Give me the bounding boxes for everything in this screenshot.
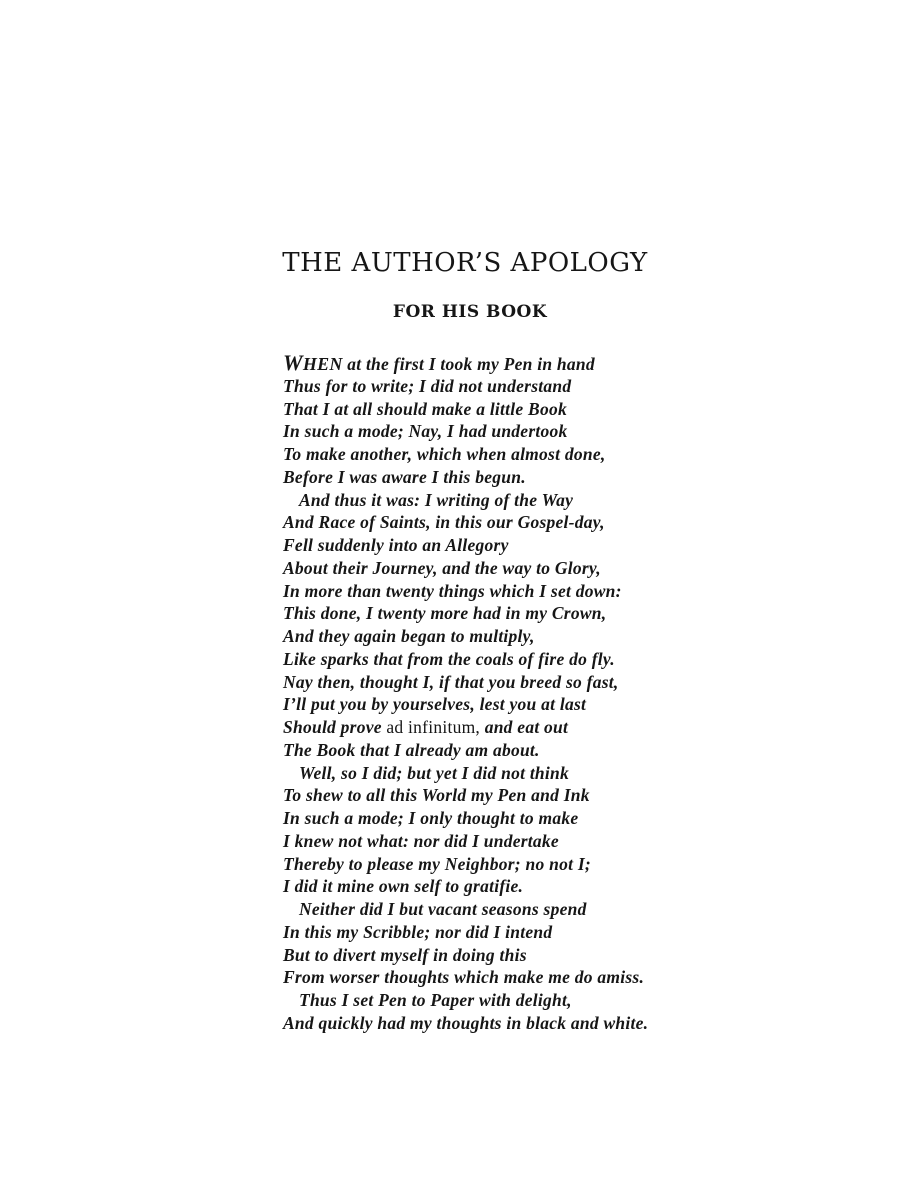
poem-line-stanza-start: And thus it was: I writing of the Way	[299, 489, 574, 510]
poem-line: In such a mode; Nay, I had undertook	[283, 421, 568, 442]
poem-line: That I at all should make a little Book	[283, 398, 567, 419]
latin-phrase: ad infinitum,	[386, 717, 481, 737]
poem-line: And they again began to multiply,	[283, 626, 535, 646]
poem-line: I knew not what: nor did I undertake	[283, 830, 559, 851]
poem-line: I’ll put you by yourselves, lest you at last	[283, 694, 587, 715]
poem-line-latin	[283, 716, 753, 739]
poem-line: In more than twenty things which I set down:	[283, 580, 622, 601]
poem-line-stanza-start: Well, so I did; but yet I did not think	[299, 762, 570, 783]
chapter-subtitle: FOR HIS BOOK	[392, 302, 548, 322]
poem-line-stanza-start: Neither did I but vacant seasons spend	[299, 899, 587, 919]
poem-line: About their Journey, and the way to Glory,	[283, 557, 601, 578]
poem-line: And quickly had my thoughts in black and white.	[283, 1012, 649, 1033]
poem-line: Like sparks that from the coals of fire do fly.	[283, 648, 615, 669]
poem-line: In this my Scribble; nor did I intend	[283, 921, 553, 942]
poem-line: Nay then, thought I, if that you breed so fast,	[283, 671, 619, 692]
poem-line: Fell suddenly into an Allegory	[283, 535, 509, 555]
poem-line: From worser thoughts which make me do amiss.	[283, 967, 645, 988]
poem-line: Before I was aware I this begun.	[283, 466, 526, 487]
poem-line-1	[283, 352, 753, 375]
poem-line: And Race of Saints, in this our Gospel-day,	[283, 512, 605, 533]
poem-line: I did it mine own self to gratifie.	[283, 876, 524, 897]
latin-line-after: and eat out	[480, 717, 569, 737]
poem-line: This done, I twenty more had in my Crown,	[283, 603, 607, 624]
poem-line: The Book that I already am about.	[283, 739, 540, 760]
drop-cap-letter: W	[283, 350, 303, 375]
poem-line: But to divert myself in doing this	[283, 944, 527, 965]
poem-line-stanza-start: Thus I set Pen to Paper with delight,	[299, 990, 572, 1010]
poem-line-1-rest: at the first I took my Pen in hand	[342, 354, 595, 374]
poem-line: In such a mode; I only thought to make	[283, 808, 579, 828]
poem-line: Thereby to please my Neighbor; no not I;	[283, 853, 591, 874]
poem-line: To make another, which when almost done,	[283, 444, 606, 464]
poem-line: Thus for to write; I did not understand	[283, 375, 572, 396]
poem-line: To shew to all this World my Pen and Ink	[283, 785, 590, 806]
small-caps-word: HEN	[302, 354, 343, 374]
chapter-title: THE AUTHOR’S APOLOGY	[282, 248, 648, 278]
latin-line-before: Should prove	[283, 717, 387, 737]
poem-text	[283, 352, 753, 1035]
